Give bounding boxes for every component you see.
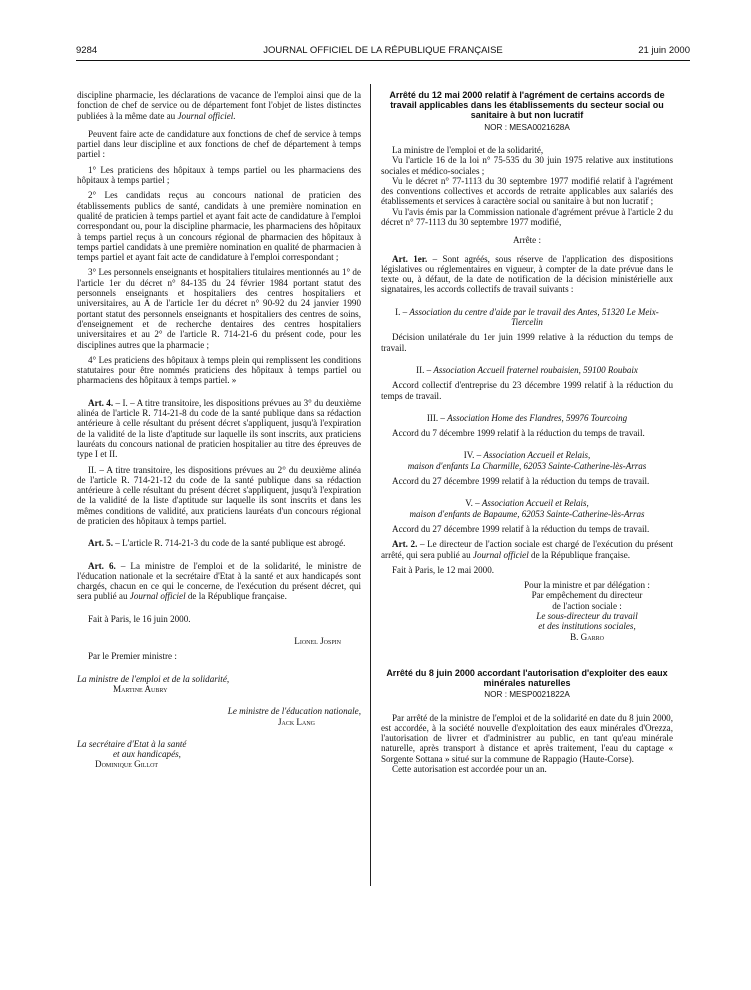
signature-date: Fait à Paris, le 16 juin 2000. bbox=[88, 613, 191, 624]
article-2: Art. 2. – Le directeur de l'action sociale est chargé de l'exécution du présent arrêté, qui sera publié au Journal officiel de la République française. bbox=[381, 539, 673, 560]
nor-reference: NOR : MESA0021628A bbox=[484, 122, 570, 132]
paragraph: II. – A titre transitoire, les dispositions prévues au 2° du deuxième alinéa de l'article R. 714-21-12 du code de la santé publique dans sa rédaction antérieure à celle résultant du présent décret s'appliquent, jusqu'à l'expiration de la validité de la liste d'aptitude sur laquelle ils sont inscrits et dans les mêmes conditions de validité, aux praticiens lauréats d'un concours régional de praticien des hôpitaux à temps partiel. bbox=[77, 464, 361, 526]
signature-line: Le sous-directeur du travail bbox=[536, 611, 638, 621]
list-item: 2° Les candidats reçus au concours national de praticien des établissements publics de santé, candidats à une première nomination en qualité de praticien à temps partiel et ayant fait acte de candidature à l'emploi correspondant ou, pour la discipline pharmacie, les pharmaciens des hôpitaux à temps partiel reçus à un concours régional de pharmacien des hôpitaux à temps partiel candidats à une première nomination en qualité de pharmacien à temps partiel et ayant fait acte de candidature à l'emploi correspondant ; bbox=[77, 190, 361, 263]
paragraph: Vu l'avis émis par la Commission nationale d'agrément prévue à l'article 2 du décret n° 77-1113 du 30 septembre 1977 modifié, bbox=[381, 206, 673, 227]
section-heading: V. – Association Accueil et Relais, bbox=[465, 498, 589, 509]
paragraph: Vu l'article 16 de la loi n° 75-535 du 30 juin 1975 relative aux institutions sociales et médico-sociales ; bbox=[381, 155, 673, 176]
left-column bbox=[77, 90, 361, 770]
paragraph: Vu le décret n° 77-1113 du 30 septembre 1977 modifié relatif à l'agrément des conventions collectives et accords de retraite applicables aux salariés des établissements et services à caractère social ou sanitaire à but non lucratif ; bbox=[381, 175, 673, 207]
nor-reference: NOR : MESP0021822A bbox=[484, 690, 570, 700]
section-heading: maison d'enfants La Charmille, 62053 Sainte-Catherine-lès-Arras bbox=[407, 460, 647, 471]
paragraph: discipline pharmacie, les déclarations de vacance de l'emploi ainsi que de la fonction de chef de service ou de département font l'objet de listes distinctes publiées à la même date au Journal officiel. bbox=[77, 90, 361, 121]
signer-name: B. Garro bbox=[570, 631, 604, 642]
section-heading: I. – Association du centre d'aide par le travail des Antes, 51320 Le Meix-Tiercelin bbox=[395, 306, 659, 328]
issue-date: 21 juin 2000 bbox=[638, 45, 690, 56]
paragraph: La ministre de l'emploi et de la solidarité, bbox=[392, 144, 544, 155]
signature-line: de l'action sociale : bbox=[552, 600, 622, 611]
section-heading: II. – Association Accueil fraternel roubaisien, 59100 Roubaix bbox=[416, 364, 638, 375]
signature-line: Par empêchement du directeur bbox=[531, 590, 643, 601]
article-6: Art. 6. – La ministre de l'emploi et de la solidarité, le ministre de l'éducation nationale et la secrétaire d'Etat à la santé et aux handicapés sont chargés, chacun en ce qui le concerne, de l'exécution du présent décret, qui sera publié au Journal officiel de la République française. bbox=[77, 560, 362, 602]
signature-line: Pour la ministre et par délégation : bbox=[524, 580, 650, 591]
column-divider bbox=[370, 84, 371, 886]
paragraph: Accord collectif d'entreprise du 23 décembre 1999 relatif à la réduction du temps de travail. bbox=[381, 380, 673, 401]
list-item: 4° Les praticiens des hôpitaux à temps plein qui remplissent les conditions statutaires pour être nommés praticiens des hôpitaux à temps partiel ou pharmaciens des hôpitaux à temps partiel. » bbox=[77, 354, 361, 386]
signature-block bbox=[501, 580, 673, 642]
page-header bbox=[76, 45, 690, 59]
paragraph: Décision unilatérale du 1er juin 1999 relative à la réduction du temps de travail. bbox=[381, 332, 673, 353]
page-number: 9284 bbox=[76, 45, 98, 56]
paragraph: Accord du 7 décembre 1999 relatif à la réduction du temps de travail. bbox=[392, 428, 645, 439]
signature-line: et des institutions sociales, bbox=[538, 621, 636, 632]
article-5: Art. 5. – L'article R. 714-21-3 du code de la santé publique est abrogé. bbox=[88, 538, 346, 549]
decree-title: Arrêté du 8 juin 2000 accordant l'autorisation d'exploiter des eaux minérales naturelles bbox=[386, 667, 668, 689]
minister-title: Le ministre de l'éducation nationale, bbox=[227, 706, 361, 717]
section-heading: maison d'enfants de Bapaume, 62053 Sainte-Catherine-lès-Arras bbox=[409, 508, 645, 519]
list-item: 1° Les praticiens des hôpitaux à temps partiel ou les pharmaciens des hôpitaux à temps partiel ; bbox=[77, 164, 361, 186]
minister-title: La secrétaire d'Etat à la santé bbox=[77, 738, 187, 749]
section-heading: III. – Association Home des Flandres, 59976 Tourcoing bbox=[426, 412, 628, 423]
minister-title: La ministre de l'emploi et de la solidarité, bbox=[77, 673, 230, 684]
signature-intro: Par le Premier ministre : bbox=[88, 651, 177, 662]
paragraph: Accord du 27 décembre 1999 relatif à la réduction du temps de travail. bbox=[392, 523, 650, 534]
decree-title: Arrêté du 12 mai 2000 relatif à l'agrément de certains accords de travail applicables dans les établissements du secteur social ou sanitaire à but non lucratif bbox=[389, 90, 665, 121]
journal-title: JOURNAL OFFICIEL DE LA RÉPUBLIQUE FRANÇAISE bbox=[263, 45, 503, 56]
paragraph: Accord du 27 décembre 1999 relatif à la réduction du temps de travail. bbox=[392, 476, 650, 487]
minister-name: Dominique Gillot bbox=[95, 759, 159, 770]
signature-date: Fait à Paris, le 12 mai 2000. bbox=[392, 564, 495, 575]
paragraph: Par arrêté de la ministre de l'emploi et de la solidarité en date du 8 juin 2000, est accordée, à la société nouvelle d'exploitation des eaux minérales d'Orezza, l'autorisation de livrer et d'administrer au public, en tant qu'eau minérale naturelle, après transport à distance et après traitement, l'eau du captage « Sorgente Sottana » situé sur la commune de Rappagio (Haute-Corse). bbox=[381, 712, 673, 764]
minister-title: et aux handicapés, bbox=[113, 749, 181, 760]
right-column bbox=[381, 90, 673, 774]
minister-name: Martine Aubry bbox=[113, 683, 168, 694]
header-rule bbox=[76, 60, 690, 61]
arrete-heading: Arrête : bbox=[512, 235, 542, 246]
article-4: Art. 4. – I. – A titre transitoire, les dispositions prévues au 3° du deuxième alinéa de l'article R. 714-21-8 du code de la santé publique dans sa rédaction antérieure à celle résultant du présent décret s'appliquent, jusqu'à l'expiration de la validité de la liste d'aptitude sur laquelle ils sont inscrits, aux praticiens lauréats du concours national de praticien hospitalier au titre des épreuves de type I et II. bbox=[77, 397, 361, 460]
paragraph: Peuvent faire acte de candidature aux fonctions de chef de service à temps partiel dans leur discipline et aux fonctions de chef de département à temps partiel : bbox=[77, 128, 361, 160]
paragraph: Cette autorisation est accordée pour un an. bbox=[392, 764, 547, 775]
article-1: Art. 1er. – Sont agréés, sous réserve de l'application des dispositions législatives ou réglementaires en vigueur, à compter de la date prévue dans le texte ou, à défaut, de la date de notification de la décision ministérielle aux signataires, les accords collectifs de travail suivants : bbox=[381, 253, 673, 295]
signer-name: Lionel Jospin bbox=[294, 636, 341, 647]
minister-name: Jack Lang bbox=[277, 716, 315, 727]
section-heading: IV. – Association Accueil et Relais, bbox=[463, 450, 591, 461]
list-item: 3° Les personnels enseignants et hospitaliers titulaires mentionnés au 1° de l'article 1er du décret n° 84-135 du 24 février 1984 portant statut des personnels enseignants et hospitaliers des centres hospitaliers et universitaires, au A de l'article 1er du décret n° 90-92 du 24 janvier 1990 portant statut des personnels enseignants et hospitaliers des centres de soins, d'enseignement et de recherche dentaires des centres hospitaliers universitaires et au 2° de l'article R. 714-21-6 du présent code, pour les disciplines autres que la pharmacie ; bbox=[77, 267, 361, 350]
